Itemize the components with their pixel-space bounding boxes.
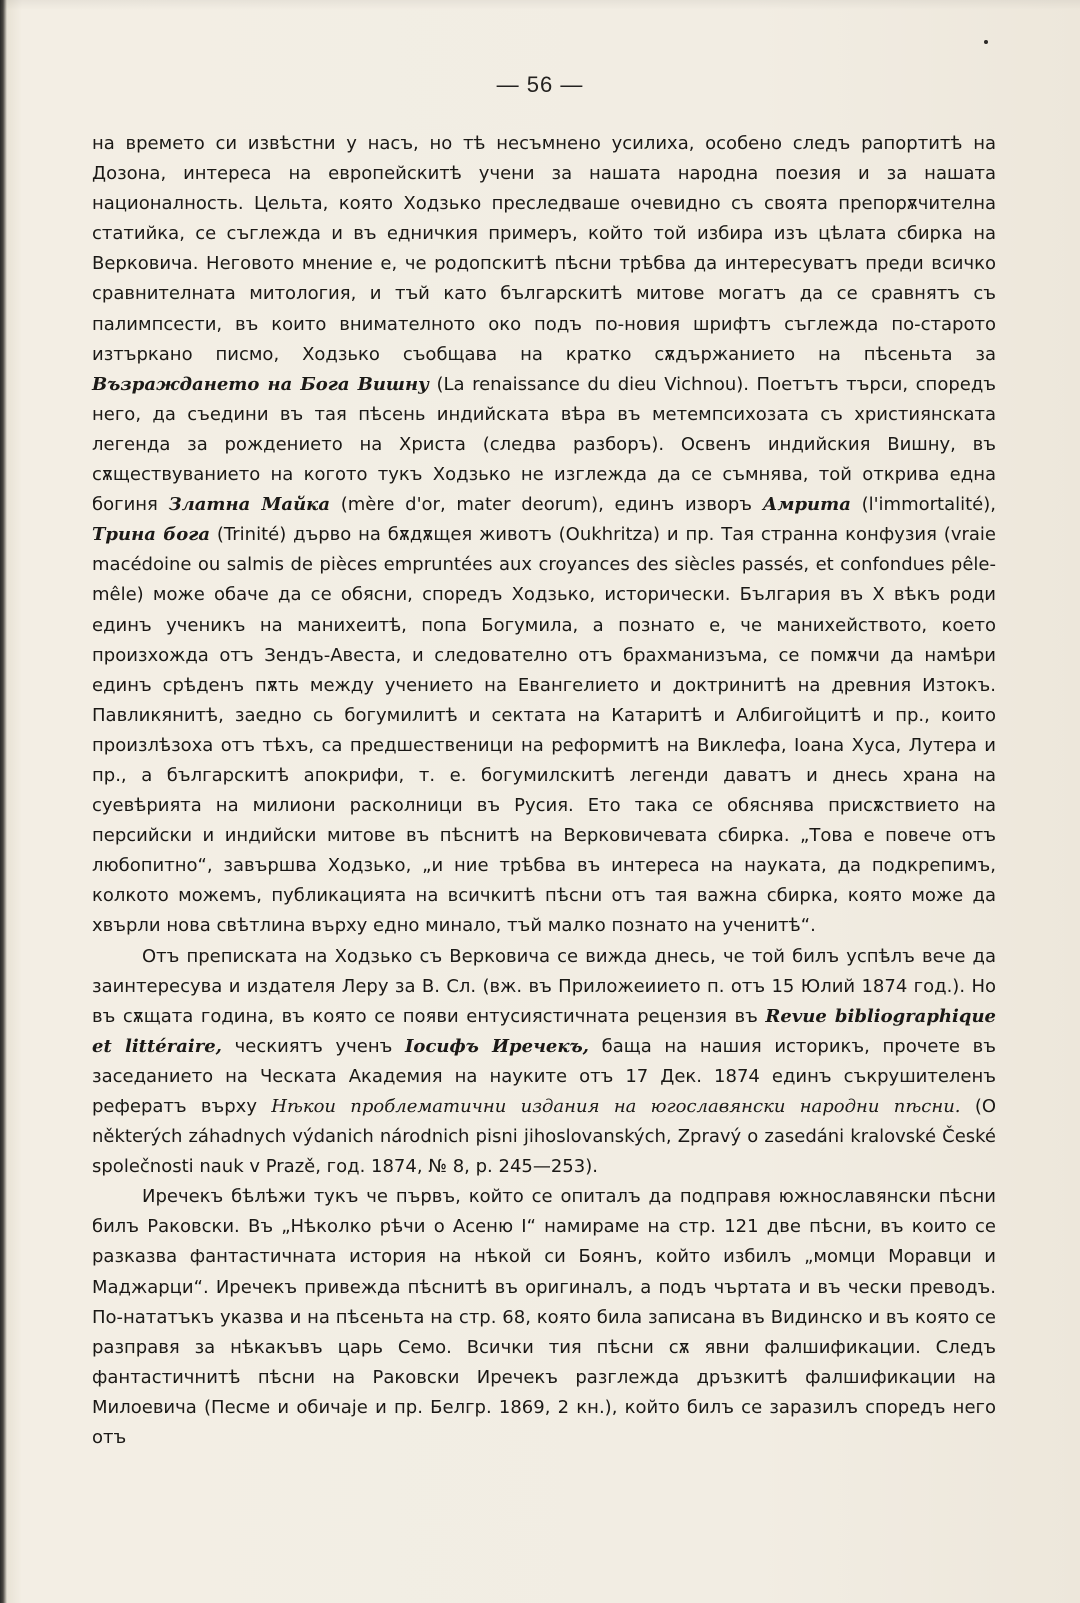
text-run: (l'immortalité),	[850, 494, 996, 516]
text-run: на времето си извѣстни у насъ, но тѣ несъмнено усилиха, особено следъ рапортитѣ на Дозона, интереса на европейскитѣ учени за нашата народна поезия и за нашата националность. Цельта, която Ходзько преследваше очевидно съ своята препорѫчителна статийка, се съглежда и въ едничкия примеръ, който той избира изъ цѣлата сбирка на Верковича. Неговото мнение е, че родопскитѣ пѣсни трѣбва да интересуватъ преди всичко сравнителната митология, и тъй като българскитѣ митове могатъ да се сравнятъ съ палимпсести, въ които внимателното око подъ по-новия шрифтъ съглежда по-старото изтъркано писмо, Ходзько съобщава на кратко сѫдържанието на пѣсеньта за	[92, 133, 996, 365]
ink-speck	[984, 40, 988, 44]
body-text	[92, 129, 996, 1453]
text-run: баща на нашия историкъ, прочете въ заседанието на Ческата Академия на науките отъ 17 Дек. 1874 единъ съкрушителенъ рефератъ върху	[92, 1035, 997, 1117]
emphasized-text: Амрита	[762, 494, 851, 516]
text-run: (O některých záhadnych výdanich národnich pisni jihoslovanských, Zpravý o zasedáni kralovské České společnosti nauk v Prazě, год. 1874, № 8, р. 245—253).	[92, 1096, 997, 1178]
text-run: (La renaissance du dieu Vichnou). Поетътъ търси, споредъ него, да съедини въ тая пѣсень индийската вѣра въ метемпсихозата съ християнската легенда за рождението на Христа (следва разборъ). Освенъ индийския Вишну, въ сѫществуванието на когото тукъ Ходзько не изглежда да се съмнява, той открива една богиня	[92, 373, 996, 516]
paragraph-3	[92, 1182, 996, 1453]
emphasized-text: Нѣкои проблематични издания на югославянски народни пѣсни.	[271, 1096, 961, 1117]
emphasized-text: Златна Майка	[168, 494, 331, 516]
paragraph-2	[92, 942, 996, 1183]
text-run: (Trinité) дърво на бѫдѫщея животъ (Oukhritza) и пр. Тая странна конфузия (vraie macédoine ou salmis de pièces empruntées aux croyances des siècles passés, et confondues pêle-mêle) може обаче да се обясни, споредъ Ходзько, исторически. България въ X вѣкъ роди единъ ученикъ на манихеитѣ, попа Богумила, а познато е, че манихейството, което произхожда отъ Зендъ-Авеста, и следователно отъ брахманизъма, се помѫчи да намѣри единъ срѣденъ пѫть между учението на Евангелието и доктринитѣ на древния Изтокъ. Павликянитѣ, заедно сь богумилитѣ и сектата на Катаритѣ и Албигойцитѣ и пр., които произлѣзоха отъ тѣхъ, са предшественици на реформитѣ на Виклефа, Іоана Хуса, Лутера и пр., а българскитѣ апокрифи, т. е. богумилскитѣ легенди даватъ и днесь храна на суевѣрията на милиони расколници въ Русия. Ето така се обяснява присѫствието на персийски и индийски митове въ пѣснитѣ на Верковичевата сбирка. „Това е повече отъ любопитно“, завършва Ходзько, „и ние трѣбва въ интереса на науката, да подкрепимъ, колкото можемъ, публикацията на всичкитѣ пѣсни отъ тая важна сбирка, която може да хвърли нова свѣтлина върху едно минало, тъй малко познато на ученитѣ“.	[92, 524, 996, 937]
emphasized-text: Трина бога	[92, 524, 211, 546]
emphasized-text: Іосифъ Иречекъ,	[405, 1035, 589, 1057]
page-number: — 56 —	[496, 72, 584, 97]
page-top-shadow	[0, 0, 1080, 10]
paragraph-1	[92, 129, 996, 942]
text-run: ческиятъ ученъ	[221, 1035, 406, 1057]
text-run: Отъ преписката на Ходзько съ Верковича се вижда днесь, че той билъ успѣлъ вече да заинтересува и издателя Леру за В. Сл. (вж. въ Приложеиието п. отъ 15 Юлий 1874 год.). Но въ сѫщата година, въ която се появи ентусиястичната рецензия въ	[92, 945, 996, 1027]
emphasized-text: Revue bibliographique et littéraire,	[92, 1005, 996, 1057]
text-run: (mère d'or, mater deorum), единъ изворъ	[330, 494, 763, 516]
emphasized-text: Възраждането на Бога Вишну	[92, 373, 429, 395]
text-run: Иречекъ бѣлѣжи тукъ че първъ, който се опиталъ да подправя южнославянски пѣсни билъ Раковски. Въ „Нѣколко рѣчи о Асеню I“ намираме на стр. 121 две пѣсни, въ които се разказва фантастичната история на нѣкой си Боянъ, който избилъ „момци Моравци и Маджарци“. Иречекъ привежда пѣснитѣ въ оригиналъ, а подъ чъртата и въ чески преводъ. По-нататъкъ указва и на пѣсеньта на стр. 68, която била записана въ Видинско и въ която се разправя за нѣкакъвъ царь Семо. Всички тия пѣсни сѫ явни фалшификации. Следъ фантастичнитѣ пѣсни на Раковски Иречекъ разглежда дръзкитѣ фалшификации на Милоевича (Песме и обичаjе и пр. Белгр. 1869, 2 кн.), който билъ се заразилъ споредъ него отъ	[92, 1186, 996, 1449]
